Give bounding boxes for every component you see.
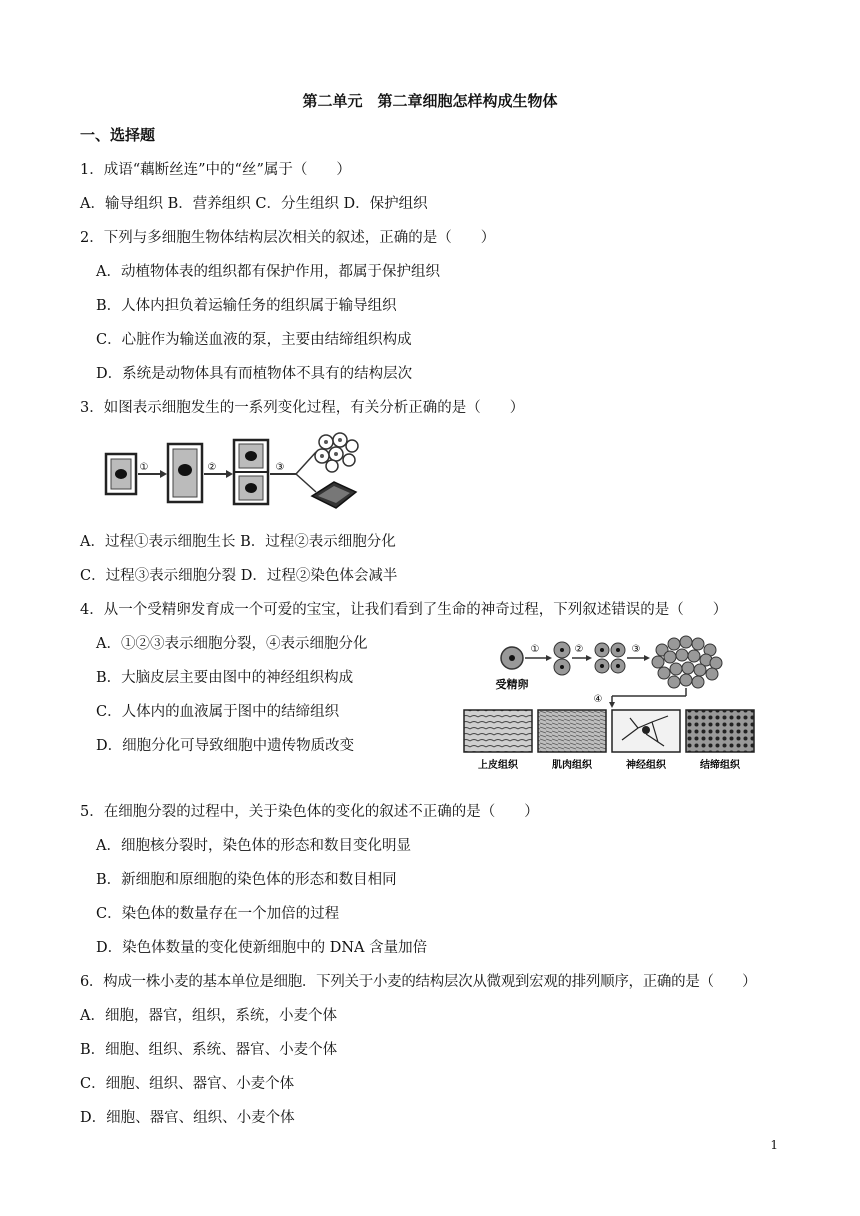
question-3-options-ab: A．过程①表示细胞生长 B．过程②表示细胞分化 (80, 534, 396, 550)
question-2-option-c: C．心脏作为输送血液的泵，主要由结缔组织构成 (96, 332, 412, 348)
step-2-label: ② (207, 462, 217, 473)
tissue-label-nerve: 神经组织 (626, 760, 666, 771)
question-4-option-c: C．人体内的血液属于图中的结缔组织 (96, 704, 340, 720)
question-2-option-d: D．系统是动物体具有而植物体不具有的结构层次 (96, 366, 413, 382)
question-2-stem: 2．下列与多细胞生物体结构层次相关的叙述，正确的是（ ） (80, 230, 496, 246)
tissue-label-epithelial: 上皮组织 (478, 760, 518, 771)
question-5-stem: 5．在细胞分裂的过程中，关于染色体的变化的叙述不正确的是（ ） (80, 804, 539, 820)
zygote-label: 受精卵 (495, 678, 529, 691)
step-1-label: ① (530, 644, 540, 655)
question-2-option-b: B．人体内担负着运输任务的组织属于输导组织 (96, 298, 397, 314)
question-4-option-a: A．①②③表示细胞分裂，④表示细胞分化 (96, 636, 368, 652)
tissue-label-connective: 结缔组织 (700, 760, 740, 771)
embryo-development-figure (462, 630, 762, 774)
question-5-option-c: C．染色体的数量存在一个加倍的过程 (96, 906, 340, 922)
cell-change-figure (100, 430, 360, 510)
step-3-label: ③ (275, 462, 285, 473)
question-1-stem: 1．成语“藕断丝连”中的“丝”属于（ ） (80, 162, 351, 178)
question-6-option-c: C．细胞、组织、器官、小麦个体 (80, 1076, 295, 1092)
question-3-stem: 3．如图表示细胞发生的一系列变化过程，有关分析正确的是（ ） (80, 400, 525, 416)
question-4-stem: 4．从一个受精卵发育成一个可爱的宝宝，让我们看到了生命的神奇过程，下列叙述错误的是（ ） (80, 602, 728, 618)
section-heading: 一、选择题 (80, 126, 156, 144)
question-4-option-b: B．大脑皮层主要由图中的神经组织构成 (96, 670, 354, 686)
question-5-option-d: D．染色体数量的变化使新细胞中的 DNA 含量加倍 (96, 940, 428, 956)
tissue-label-muscle: 肌肉组织 (552, 760, 592, 771)
step-4-label: ④ (593, 694, 603, 705)
question-6-stem: 6．构成一株小麦的基本单位是细胞．下列关于小麦的结构层次从微观到宏观的排列顺序，正确的是（ ） (80, 974, 757, 990)
page-number: 1 (770, 1138, 778, 1152)
question-6-option-d: D．细胞、器官、组织、小麦个体 (80, 1110, 295, 1126)
question-3-options-cd: C．过程③表示细胞分裂 D．过程②染色体会减半 (80, 568, 398, 584)
question-4-option-d: D．细胞分化可导致细胞中遗传物质改变 (96, 738, 355, 754)
step-1-label: ① (139, 462, 149, 473)
question-5-option-b: B．新细胞和原细胞的染色体的形态和数目相同 (96, 872, 397, 888)
question-6-option-a: A．细胞，器官，组织，系统，小麦个体 (80, 1008, 337, 1024)
question-2-option-a: A．动植物体表的组织都有保护作用，都属于保护组织 (96, 264, 440, 280)
step-2-label: ② (574, 644, 584, 655)
question-1-options: A．输导组织 B．营养组织 C．分生组织 D．保护组织 (80, 196, 428, 212)
step-3-label: ③ (631, 644, 641, 655)
question-6-option-b: B．细胞、组织、系统、器官、小麦个体 (80, 1042, 338, 1058)
page-title: 第二单元 第二章细胞怎样构成生物体 (302, 92, 558, 110)
question-5-option-a: A．细胞核分裂时，染色体的形态和数目变化明显 (96, 838, 411, 854)
